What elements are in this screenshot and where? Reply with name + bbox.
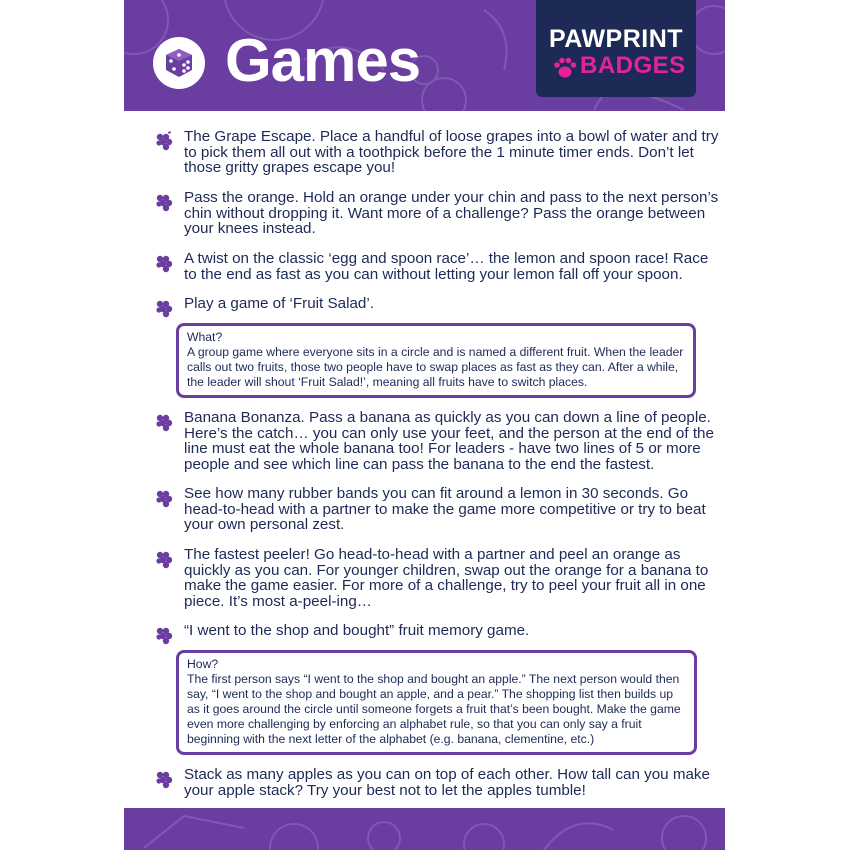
item-text: Play a game of ‘Fruit Salad’. [184, 295, 374, 312]
item-text: Pass the orange. Hold an orange under your chin and pass to the next person’s chin without dropping it. Want more of a challenge? Pass the orange between your knees instead. [184, 189, 719, 237]
box-title: What? [187, 330, 223, 344]
grape-bullet-icon [154, 253, 174, 273]
grape-bullet-icon [154, 769, 174, 789]
header-banner [124, 0, 725, 111]
list-item [154, 623, 724, 639]
dice-icon-badge [153, 37, 205, 89]
item-text: Stack as many apples as you can on top of each other. How tall can you make your apple stack? Try your best not to let the apples tumble! [184, 766, 710, 799]
footer-banner [124, 808, 725, 850]
list-item [154, 410, 724, 472]
box-title: How? [187, 657, 219, 671]
pawprint-badges-logo [536, 0, 696, 97]
list-item [154, 547, 724, 609]
grape-bullet-icon [154, 412, 174, 432]
grape-bullet-icon [154, 488, 174, 508]
grape-bullet-icon [154, 131, 174, 151]
box-text: A group game where everyone sits in a circle and is named a different fruit. When the leader calls out two fruits, those two people have to swap places as fast as they can. After a while, the leader will shout ‘Fruit Salad!’, meaning all fruits have to switch places. [187, 345, 684, 389]
item-text: “I went to the shop and bought” fruit memory game. [184, 622, 530, 639]
list-item [154, 190, 724, 237]
logo-text-pawprint: PAWPRINT [548, 25, 684, 53]
list-item [154, 129, 724, 176]
grape-bullet-icon [154, 549, 174, 569]
list-item [154, 767, 724, 798]
grape-bullet-icon [154, 298, 174, 318]
item-text: The Grape Escape. Place a handful of loose grapes into a bowl of water and try to pick them all out with a toothpick before the 1 minute timer ends. Don’t let those gritty grapes escape you! [184, 128, 719, 176]
worksheet-page [124, 0, 725, 850]
item-text: The fastest peeler! Go head-to-head with a partner and peel an orange as quickly as you can. For younger children, swap out the orange for a banana to make the game easier. For more of a challenge, try to peel your fruit all in one piece. It’s most a-peel-ing… [184, 546, 709, 610]
fruit-pattern-decoration [124, 808, 725, 850]
item-text: A twist on the classic ‘egg and spoon race’… the lemon and spoon race! Race to the end as fast as you can without letting your lemon fall off your spoon. [184, 250, 709, 283]
box-text: The first person says “I went to the shop and bought an apple.” The next person would then say, “I went to the shop and bought an apple, and a pear.” The shopping list then builds up as it goes around the circle until someone forgets a fruit that’s been bought. Make the game even more challenging by enforcing an alphabet rule, so that you can only say a fruit beginning with the next letter of the alphabet (e.g. banana, clementine, etc.) [187, 672, 681, 746]
list-item [154, 486, 724, 533]
logo-text-badges: BADGES [580, 52, 686, 79]
list-item [154, 251, 724, 282]
item-text: See how many rubber bands you can fit around a lemon in 30 seconds. Go head-to-head with a partner to make the game more competitive or try to beat your own personal zest. [184, 485, 706, 533]
grape-bullet-icon [154, 625, 174, 645]
what-info-box [176, 323, 696, 398]
page-title: Games [225, 27, 421, 94]
how-info-box [176, 650, 697, 755]
paw-icon [552, 55, 578, 81]
dice-icon [163, 47, 195, 79]
list-item [154, 296, 724, 312]
grape-bullet-icon [154, 192, 174, 212]
item-text: Banana Bonanza. Pass a banana as quickly as you can down a line of people. Here’s the catch… you can only use your feet, and the person at the end of the line must eat the whole banana too! For leaders - have two lines of 5 or more people and see which line can pass the banana to the end the fastest. [184, 409, 714, 473]
